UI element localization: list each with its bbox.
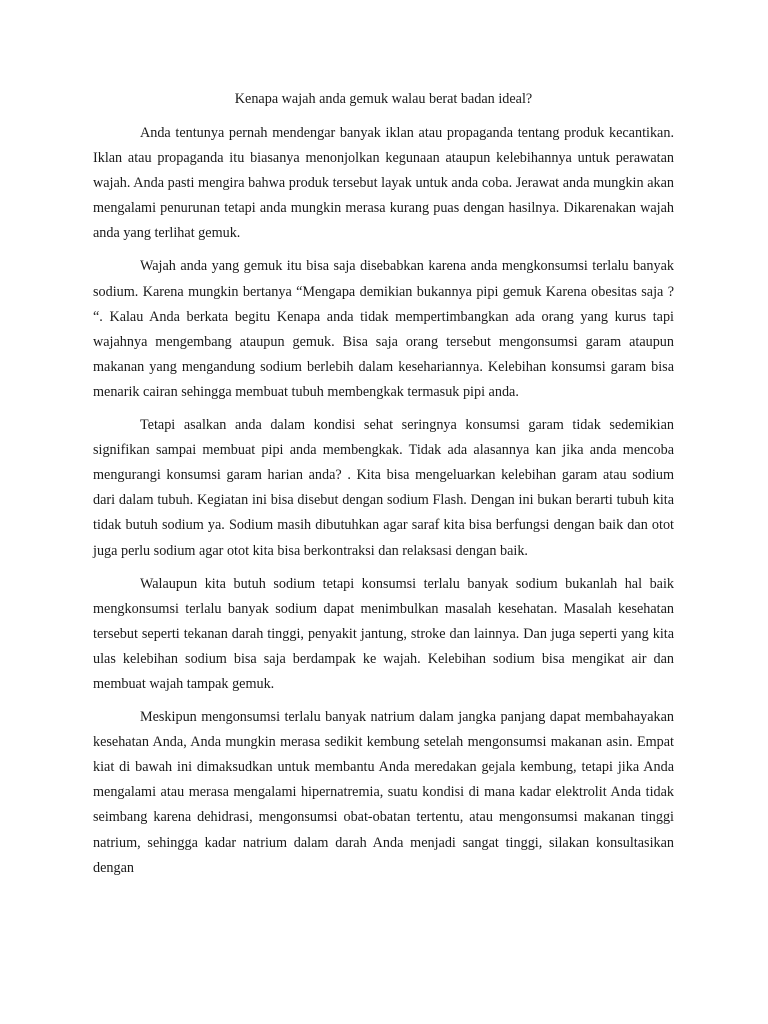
paragraph-2: Wajah anda yang gemuk itu bisa saja disebabkan karena anda mengkonsumsi terlalu banyak sodium. Karena mungkin bertanya “Mengapa demikian bukannya pipi gemuk Karena obesitas saja ? “. Kalau Anda berkata begitu Kenapa anda tidak mempertimbangkan ada orang yang kurus tapi wajahnya mengembang ataupun gemuk. Bisa saja orang tersebut mengonsumsi garam ataupun makanan yang mengandung sodium berlebih dalam kesehariannya. Kelebihan konsumsi garam bisa menarik cairan sehingga membuat tubuh membengkak termasuk pipi anda. bbox=[93, 258, 674, 400]
paragraph-3: Tetapi asalkan anda dalam kondisi sehat seringnya konsumsi garam tidak sedemikian signifikan sampai membuat pipi anda membengkak. Tidak ada alasannya kan jika anda mencoba mengurangi konsumsi garam harian anda? . Kita bisa mengeluarkan kelebihan garam atau sodium dari dalam tubuh. Kegiatan ini bisa disebut dengan sodium Flash. Dengan ini bukan berarti tubuh kita tidak butuh sodium ya. Sodium masih dibutuhkan agar saraf kita bisa berfungsi dengan baik dan otot juga perlu sodium agar otot kita bisa berkontraksi dan relaksasi dengan baik. bbox=[93, 417, 674, 559]
paragraph-4: Walaupun kita butuh sodium tetapi konsumsi terlalu banyak sodium bukanlah hal baik mengkonsumsi terlalu banyak sodium dapat menimbulkan masalah kesehatan. Masalah kesehatan tersebut seperti tekanan darah tinggi, penyakit jantung, stroke dan lainnya. Dan juga seperti yang kita ulas kelebihan sodium bisa saja berdampak ke wajah. Kelebihan sodium bisa mengikat air dan membuat wajah tampak gemuk. bbox=[93, 575, 674, 692]
document-title: Kenapa wajah anda gemuk walau berat badan ideal? bbox=[234, 91, 533, 107]
paragraph-1: Anda tentunya pernah mendengar banyak iklan atau propaganda tentang produk kecantikan. Iklan atau propaganda itu biasanya menonjolkan kegunaan ataupun kelebihannya untuk perawatan wajah. Anda pasti mengira bahwa produk tersebut layak untuk anda coba. Jerawat anda mungkin akan mengalami penurunan tetapi anda mungkin merasa kurang puas dengan hasilnya. Dikarenakan wajah anda yang terlihat gemuk. bbox=[93, 125, 674, 242]
paragraph-5: Meskipun mengonsumsi terlalu banyak natrium dalam jangka panjang dapat membahayakan kesehatan Anda, Anda mungkin merasa sedikit kembung setelah mengonsumsi makanan asin. Empat kiat di bawah ini dimaksudkan untuk membantu Anda meredakan gejala kembung, tetapi jika Anda mengalami atau merasa mengalami hipernatremia, suatu kondisi di mana kadar elektrolit Anda tidak seimbang karena dehidrasi, mengonsumsi obat-obatan tertentu, atau mengonsumsi makanan tinggi natrium, sehingga kadar natrium dalam darah Anda menjadi sangat tinggi, silakan konsultasikan dengan bbox=[93, 709, 674, 876]
document-body bbox=[93, 89, 674, 889]
